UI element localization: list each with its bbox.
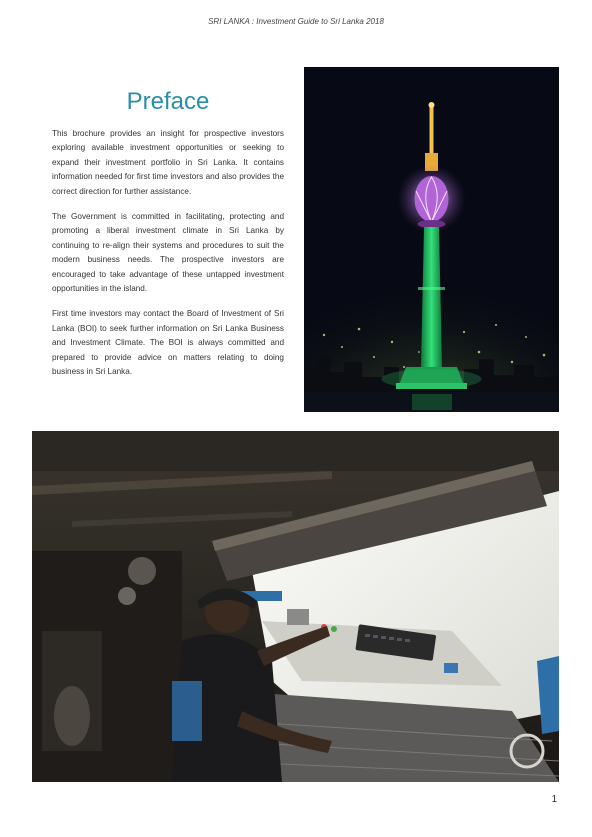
preface-body <box>52 127 284 391</box>
preface-paragraph-1: This brochure provides an insight for prospective investors exploring available investment opportunities or seeking to expand their investment portfolio in Sri Lanka. It contains information needed for first time investors and also provides the correct direction for further assistance. <box>52 129 284 196</box>
page-title: Preface <box>126 88 210 115</box>
factory-illustration <box>32 431 559 782</box>
factory-photo <box>32 431 559 782</box>
tower-illustration <box>304 67 559 412</box>
tower-photo <box>304 67 559 412</box>
running-header: SRI LANKA : Investment Guide to Sri Lanka 2018 <box>208 17 384 26</box>
page-number: 1 <box>551 794 557 805</box>
preface-paragraph-3: First time investors may contact the Board of Investment of Sri Lanka (BOI) to seek further information on Sri Lanka Business and Investment Climate. The BOI is always committed and prepared to provide advice on matters relating to doing business in Sri Lanka. <box>52 309 284 377</box>
preface-paragraph-2: The Government is committed in facilitating, protecting and promoting a liberal investment climate in Sri Lanka by continuing to re-align their systems and procedures to suit the modern business needs. The prospective investors are encouraged to take advantage of these untapped investment opportunities in the island. <box>52 212 284 294</box>
